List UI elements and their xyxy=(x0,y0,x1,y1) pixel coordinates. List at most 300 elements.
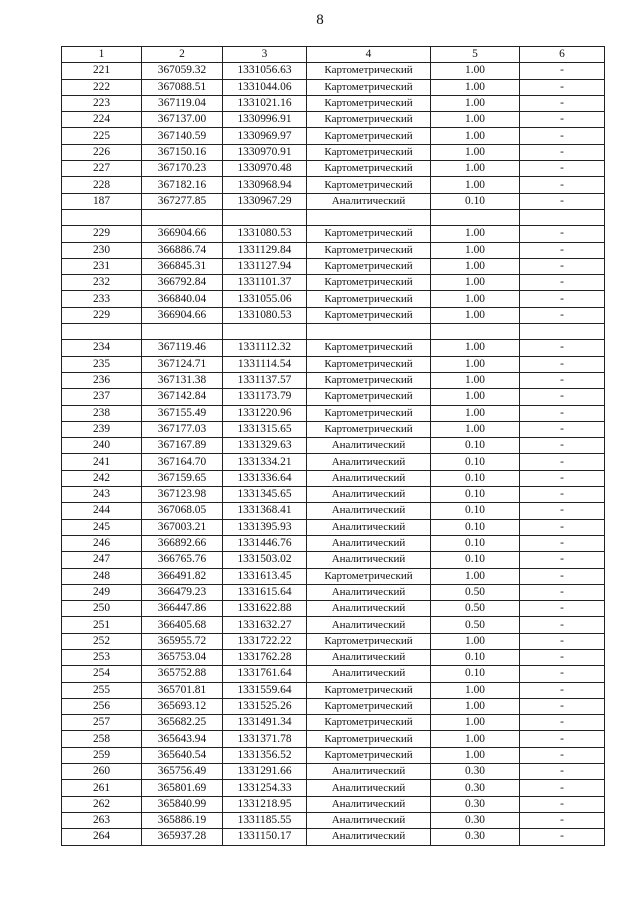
point-number-cell: 225 xyxy=(62,128,142,144)
table-row xyxy=(62,112,605,128)
x-coordinate-cell: 366405.68 xyxy=(142,617,223,633)
accuracy-cell: 0.50 xyxy=(431,617,520,633)
x-coordinate-cell: 367059.32 xyxy=(142,63,223,79)
point-number-cell: 221 xyxy=(62,63,142,79)
y-coordinate-cell: 1331491.34 xyxy=(223,715,307,731)
y-coordinate-cell: 1331503.02 xyxy=(223,552,307,568)
y-coordinate-cell: 1331329.63 xyxy=(223,438,307,454)
x-coordinate-cell: 366892.66 xyxy=(142,535,223,551)
note-cell: - xyxy=(520,63,605,79)
note-cell: - xyxy=(520,161,605,177)
x-coordinate-cell: 367170.23 xyxy=(142,161,223,177)
accuracy-cell: 1.00 xyxy=(431,682,520,698)
method-cell: Картометрический xyxy=(307,112,431,128)
y-coordinate-cell: 1330967.29 xyxy=(223,193,307,209)
y-coordinate-cell: 1331722.22 xyxy=(223,633,307,649)
x-coordinate-cell: 366904.66 xyxy=(142,226,223,242)
note-cell: - xyxy=(520,829,605,845)
accuracy-cell: 1.00 xyxy=(431,747,520,763)
x-coordinate-cell: 367140.59 xyxy=(142,128,223,144)
header-cell-1: 1 xyxy=(62,47,142,63)
table-row xyxy=(62,829,605,845)
y-coordinate-cell: 1331254.33 xyxy=(223,780,307,796)
table-row xyxy=(62,812,605,828)
y-coordinate-cell: 1331080.53 xyxy=(223,226,307,242)
y-coordinate-cell: 1331055.06 xyxy=(223,291,307,307)
y-coordinate-cell: 1331173.79 xyxy=(223,389,307,405)
note-cell: - xyxy=(520,649,605,665)
y-coordinate-cell: 1331345.65 xyxy=(223,487,307,503)
note-cell: - xyxy=(520,454,605,470)
x-coordinate-cell: 367119.04 xyxy=(142,95,223,111)
y-coordinate-cell: 1331368.41 xyxy=(223,503,307,519)
coordinates-table xyxy=(61,46,605,846)
accuracy-cell: 0.10 xyxy=(431,519,520,535)
table-row xyxy=(62,275,605,291)
x-coordinate-cell: 365756.49 xyxy=(142,764,223,780)
accuracy-cell xyxy=(431,324,520,340)
point-number-cell: 224 xyxy=(62,112,142,128)
table-row xyxy=(62,682,605,698)
table-row xyxy=(62,242,605,258)
method-cell: Картометрический xyxy=(307,698,431,714)
accuracy-cell: 1.00 xyxy=(431,161,520,177)
accuracy-cell: 1.00 xyxy=(431,715,520,731)
accuracy-cell: 0.50 xyxy=(431,601,520,617)
point-number-cell: 230 xyxy=(62,242,142,258)
accuracy-cell: 1.00 xyxy=(431,633,520,649)
table-row xyxy=(62,519,605,535)
y-coordinate-cell: 1331559.64 xyxy=(223,682,307,698)
table-row xyxy=(62,421,605,437)
x-coordinate-cell: 365701.81 xyxy=(142,682,223,698)
y-coordinate-cell: 1331632.27 xyxy=(223,617,307,633)
x-coordinate-cell: 367123.98 xyxy=(142,487,223,503)
header-cell-4: 4 xyxy=(307,47,431,63)
table-row xyxy=(62,193,605,209)
point-number-cell: 229 xyxy=(62,226,142,242)
note-cell: - xyxy=(520,291,605,307)
table-row xyxy=(62,633,605,649)
method-cell: Аналитический xyxy=(307,649,431,665)
point-number-cell: 244 xyxy=(62,503,142,519)
point-number-cell: 252 xyxy=(62,633,142,649)
point-number-cell: 231 xyxy=(62,258,142,274)
method-cell: Аналитический xyxy=(307,780,431,796)
method-cell: Аналитический xyxy=(307,552,431,568)
y-coordinate-cell: 1331021.16 xyxy=(223,95,307,111)
method-cell: Картометрический xyxy=(307,258,431,274)
point-number-cell: 187 xyxy=(62,193,142,209)
method-cell: Аналитический xyxy=(307,454,431,470)
point-number-cell: 223 xyxy=(62,95,142,111)
x-coordinate-cell: 365753.04 xyxy=(142,649,223,665)
point-number-cell: 226 xyxy=(62,144,142,160)
method-cell: Аналитический xyxy=(307,438,431,454)
accuracy-cell: 1.00 xyxy=(431,307,520,323)
method-cell: Картометрический xyxy=(307,682,431,698)
x-coordinate-cell: 367119.46 xyxy=(142,340,223,356)
accuracy-cell xyxy=(431,209,520,225)
note-cell xyxy=(520,209,605,225)
point-number-cell: 261 xyxy=(62,780,142,796)
y-coordinate-cell: 1331080.53 xyxy=(223,307,307,323)
x-coordinate-cell: 367167.89 xyxy=(142,438,223,454)
accuracy-cell: 0.10 xyxy=(431,193,520,209)
method-cell: Картометрический xyxy=(307,63,431,79)
table-row xyxy=(62,535,605,551)
method-cell: Картометрический xyxy=(307,242,431,258)
method-cell: Картометрический xyxy=(307,79,431,95)
point-number-cell: 248 xyxy=(62,568,142,584)
method-cell: Аналитический xyxy=(307,503,431,519)
accuracy-cell: 0.30 xyxy=(431,764,520,780)
note-cell: - xyxy=(520,95,605,111)
table-row xyxy=(62,731,605,747)
y-coordinate-cell: 1331137.57 xyxy=(223,372,307,388)
point-number-cell xyxy=(62,209,142,225)
table-header xyxy=(62,47,605,63)
method-cell: Аналитический xyxy=(307,193,431,209)
point-number-cell: 257 xyxy=(62,715,142,731)
accuracy-cell: 1.00 xyxy=(431,356,520,372)
table-row xyxy=(62,470,605,486)
method-cell: Картометрический xyxy=(307,144,431,160)
x-coordinate-cell: 367088.51 xyxy=(142,79,223,95)
header-cell-3: 3 xyxy=(223,47,307,63)
point-number-cell: 228 xyxy=(62,177,142,193)
point-number-cell: 249 xyxy=(62,584,142,600)
method-cell: Аналитический xyxy=(307,487,431,503)
table-row xyxy=(62,764,605,780)
y-coordinate-cell: 1330996.91 xyxy=(223,112,307,128)
note-cell: - xyxy=(520,421,605,437)
table-row xyxy=(62,291,605,307)
y-coordinate-cell: 1331446.76 xyxy=(223,535,307,551)
y-coordinate-cell xyxy=(223,324,307,340)
accuracy-cell: 1.00 xyxy=(431,226,520,242)
method-cell: Аналитический xyxy=(307,470,431,486)
note-cell xyxy=(520,324,605,340)
x-coordinate-cell: 366479.23 xyxy=(142,584,223,600)
x-coordinate-cell: 366491.82 xyxy=(142,568,223,584)
accuracy-cell: 1.00 xyxy=(431,79,520,95)
method-cell: Картометрический xyxy=(307,389,431,405)
note-cell: - xyxy=(520,812,605,828)
point-number-cell: 246 xyxy=(62,535,142,551)
x-coordinate-cell: 366886.74 xyxy=(142,242,223,258)
note-cell: - xyxy=(520,601,605,617)
note-cell: - xyxy=(520,226,605,242)
accuracy-cell: 0.30 xyxy=(431,796,520,812)
table-row xyxy=(62,666,605,682)
x-coordinate-cell: 365886.19 xyxy=(142,812,223,828)
accuracy-cell: 0.10 xyxy=(431,470,520,486)
table-row xyxy=(62,747,605,763)
point-number-cell: 241 xyxy=(62,454,142,470)
point-number-cell: 258 xyxy=(62,731,142,747)
x-coordinate-cell: 367137.00 xyxy=(142,112,223,128)
method-cell: Картометрический xyxy=(307,340,431,356)
method-cell: Картометрический xyxy=(307,356,431,372)
x-coordinate-cell: 367124.71 xyxy=(142,356,223,372)
table-row xyxy=(62,715,605,731)
method-cell: Аналитический xyxy=(307,796,431,812)
y-coordinate-cell: 1331371.78 xyxy=(223,731,307,747)
y-coordinate-cell: 1331185.55 xyxy=(223,812,307,828)
accuracy-cell: 0.10 xyxy=(431,438,520,454)
point-number-cell: 233 xyxy=(62,291,142,307)
x-coordinate-cell xyxy=(142,324,223,340)
note-cell: - xyxy=(520,503,605,519)
x-coordinate-cell: 367155.49 xyxy=(142,405,223,421)
method-cell: Картометрический xyxy=(307,405,431,421)
x-coordinate-cell: 367131.38 xyxy=(142,372,223,388)
y-coordinate-cell: 1331613.45 xyxy=(223,568,307,584)
x-coordinate-cell: 365693.12 xyxy=(142,698,223,714)
x-coordinate-cell: 365937.28 xyxy=(142,829,223,845)
point-number-cell: 247 xyxy=(62,552,142,568)
x-coordinate-cell: 366845.31 xyxy=(142,258,223,274)
accuracy-cell: 1.00 xyxy=(431,698,520,714)
point-number-cell: 242 xyxy=(62,470,142,486)
method-cell: Картометрический xyxy=(307,731,431,747)
y-coordinate-cell: 1330968.94 xyxy=(223,177,307,193)
note-cell: - xyxy=(520,405,605,421)
table-row xyxy=(62,649,605,665)
x-coordinate-cell: 366765.76 xyxy=(142,552,223,568)
header-row xyxy=(62,47,605,63)
table-row xyxy=(62,258,605,274)
note-cell: - xyxy=(520,666,605,682)
y-coordinate-cell: 1331114.54 xyxy=(223,356,307,372)
note-cell: - xyxy=(520,535,605,551)
note-cell: - xyxy=(520,780,605,796)
accuracy-cell: 1.00 xyxy=(431,112,520,128)
point-number-cell: 251 xyxy=(62,617,142,633)
x-coordinate-cell: 367159.65 xyxy=(142,470,223,486)
x-coordinate-cell: 365840.99 xyxy=(142,796,223,812)
note-cell: - xyxy=(520,633,605,649)
accuracy-cell: 1.00 xyxy=(431,177,520,193)
table-row xyxy=(62,780,605,796)
note-cell: - xyxy=(520,764,605,780)
point-number-cell: 253 xyxy=(62,649,142,665)
note-cell: - xyxy=(520,275,605,291)
x-coordinate-cell: 366792.84 xyxy=(142,275,223,291)
y-coordinate-cell: 1331056.63 xyxy=(223,63,307,79)
point-number-cell: 238 xyxy=(62,405,142,421)
note-cell: - xyxy=(520,747,605,763)
note-cell: - xyxy=(520,698,605,714)
method-cell: Картометрический xyxy=(307,633,431,649)
y-coordinate-cell: 1331315.65 xyxy=(223,421,307,437)
point-number-cell: 229 xyxy=(62,307,142,323)
note-cell: - xyxy=(520,438,605,454)
point-number-cell: 254 xyxy=(62,666,142,682)
method-cell: Аналитический xyxy=(307,584,431,600)
x-coordinate-cell: 367277.85 xyxy=(142,193,223,209)
point-number-cell: 256 xyxy=(62,698,142,714)
note-cell: - xyxy=(520,258,605,274)
table-row xyxy=(62,324,605,340)
table-row xyxy=(62,568,605,584)
y-coordinate-cell: 1331761.64 xyxy=(223,666,307,682)
table-row xyxy=(62,698,605,714)
method-cell: Аналитический xyxy=(307,519,431,535)
table-row xyxy=(62,552,605,568)
y-coordinate-cell: 1331291.66 xyxy=(223,764,307,780)
y-coordinate-cell: 1330970.91 xyxy=(223,144,307,160)
accuracy-cell: 0.10 xyxy=(431,503,520,519)
table-row xyxy=(62,584,605,600)
note-cell: - xyxy=(520,242,605,258)
note-cell: - xyxy=(520,584,605,600)
note-cell: - xyxy=(520,519,605,535)
y-coordinate-cell: 1330969.97 xyxy=(223,128,307,144)
table-row xyxy=(62,177,605,193)
note-cell: - xyxy=(520,568,605,584)
accuracy-cell: 1.00 xyxy=(431,568,520,584)
note-cell: - xyxy=(520,128,605,144)
note-cell: - xyxy=(520,552,605,568)
table-row xyxy=(62,340,605,356)
note-cell: - xyxy=(520,731,605,747)
table-row xyxy=(62,796,605,812)
x-coordinate-cell: 367177.03 xyxy=(142,421,223,437)
method-cell xyxy=(307,209,431,225)
point-number-cell: 264 xyxy=(62,829,142,845)
point-number-cell: 232 xyxy=(62,275,142,291)
method-cell: Аналитический xyxy=(307,764,431,780)
table-row xyxy=(62,63,605,79)
accuracy-cell: 0.10 xyxy=(431,666,520,682)
point-number-cell: 236 xyxy=(62,372,142,388)
method-cell: Аналитический xyxy=(307,812,431,828)
accuracy-cell: 0.30 xyxy=(431,829,520,845)
table-row xyxy=(62,601,605,617)
accuracy-cell: 1.00 xyxy=(431,405,520,421)
table-row xyxy=(62,503,605,519)
x-coordinate-cell: 367150.16 xyxy=(142,144,223,160)
method-cell xyxy=(307,324,431,340)
note-cell: - xyxy=(520,487,605,503)
table-row xyxy=(62,144,605,160)
point-number-cell: 240 xyxy=(62,438,142,454)
method-cell: Картометрический xyxy=(307,275,431,291)
table-row xyxy=(62,454,605,470)
accuracy-cell: 0.50 xyxy=(431,584,520,600)
accuracy-cell: 1.00 xyxy=(431,258,520,274)
point-number-cell xyxy=(62,324,142,340)
x-coordinate-cell: 366840.04 xyxy=(142,291,223,307)
method-cell: Картометрический xyxy=(307,372,431,388)
accuracy-cell: 0.30 xyxy=(431,812,520,828)
point-number-cell: 255 xyxy=(62,682,142,698)
method-cell: Картометрический xyxy=(307,128,431,144)
accuracy-cell: 1.00 xyxy=(431,421,520,437)
note-cell: - xyxy=(520,193,605,209)
accuracy-cell: 0.30 xyxy=(431,780,520,796)
page-number: 8 xyxy=(316,12,324,28)
table-row xyxy=(62,389,605,405)
y-coordinate-cell: 1331218.95 xyxy=(223,796,307,812)
point-number-cell: 222 xyxy=(62,79,142,95)
note-cell: - xyxy=(520,177,605,193)
point-number-cell: 235 xyxy=(62,356,142,372)
y-coordinate-cell: 1331129.84 xyxy=(223,242,307,258)
table-row xyxy=(62,307,605,323)
table-row xyxy=(62,405,605,421)
header-cell-2: 2 xyxy=(142,47,223,63)
method-cell: Картометрический xyxy=(307,421,431,437)
accuracy-cell: 0.10 xyxy=(431,487,520,503)
note-cell: - xyxy=(520,372,605,388)
method-cell: Картометрический xyxy=(307,747,431,763)
point-number-cell: 239 xyxy=(62,421,142,437)
table-row xyxy=(62,487,605,503)
method-cell: Картометрический xyxy=(307,568,431,584)
point-number-cell: 262 xyxy=(62,796,142,812)
table-row xyxy=(62,226,605,242)
table-row xyxy=(62,79,605,95)
note-cell: - xyxy=(520,715,605,731)
x-coordinate-cell: 365752.88 xyxy=(142,666,223,682)
note-cell: - xyxy=(520,470,605,486)
y-coordinate-cell: 1331395.93 xyxy=(223,519,307,535)
table-body xyxy=(62,63,605,845)
y-coordinate-cell: 1331525.26 xyxy=(223,698,307,714)
method-cell: Картометрический xyxy=(307,291,431,307)
y-coordinate-cell xyxy=(223,209,307,225)
method-cell: Картометрический xyxy=(307,226,431,242)
table-row xyxy=(62,128,605,144)
table-row xyxy=(62,356,605,372)
point-number-cell: 260 xyxy=(62,764,142,780)
accuracy-cell: 1.00 xyxy=(431,731,520,747)
accuracy-cell: 1.00 xyxy=(431,128,520,144)
accuracy-cell: 1.00 xyxy=(431,63,520,79)
point-number-cell: 263 xyxy=(62,812,142,828)
table-row xyxy=(62,95,605,111)
table-row xyxy=(62,438,605,454)
point-number-cell: 259 xyxy=(62,747,142,763)
note-cell: - xyxy=(520,79,605,95)
y-coordinate-cell: 1331127.94 xyxy=(223,258,307,274)
method-cell: Аналитический xyxy=(307,829,431,845)
x-coordinate-cell: 367003.21 xyxy=(142,519,223,535)
table-row xyxy=(62,372,605,388)
x-coordinate-cell: 367182.16 xyxy=(142,177,223,193)
point-number-cell: 227 xyxy=(62,161,142,177)
x-coordinate-cell: 367164.70 xyxy=(142,454,223,470)
y-coordinate-cell: 1331220.96 xyxy=(223,405,307,421)
accuracy-cell: 1.00 xyxy=(431,144,520,160)
method-cell: Аналитический xyxy=(307,601,431,617)
note-cell: - xyxy=(520,389,605,405)
accuracy-cell: 1.00 xyxy=(431,291,520,307)
note-cell: - xyxy=(520,340,605,356)
table-row xyxy=(62,161,605,177)
x-coordinate-cell: 365801.69 xyxy=(142,780,223,796)
header-cell-6: 6 xyxy=(520,47,605,63)
method-cell: Картометрический xyxy=(307,177,431,193)
y-coordinate-cell: 1330970.48 xyxy=(223,161,307,177)
table-row xyxy=(62,617,605,633)
y-coordinate-cell: 1331356.52 xyxy=(223,747,307,763)
method-cell: Картометрический xyxy=(307,161,431,177)
x-coordinate-cell: 365682.25 xyxy=(142,715,223,731)
